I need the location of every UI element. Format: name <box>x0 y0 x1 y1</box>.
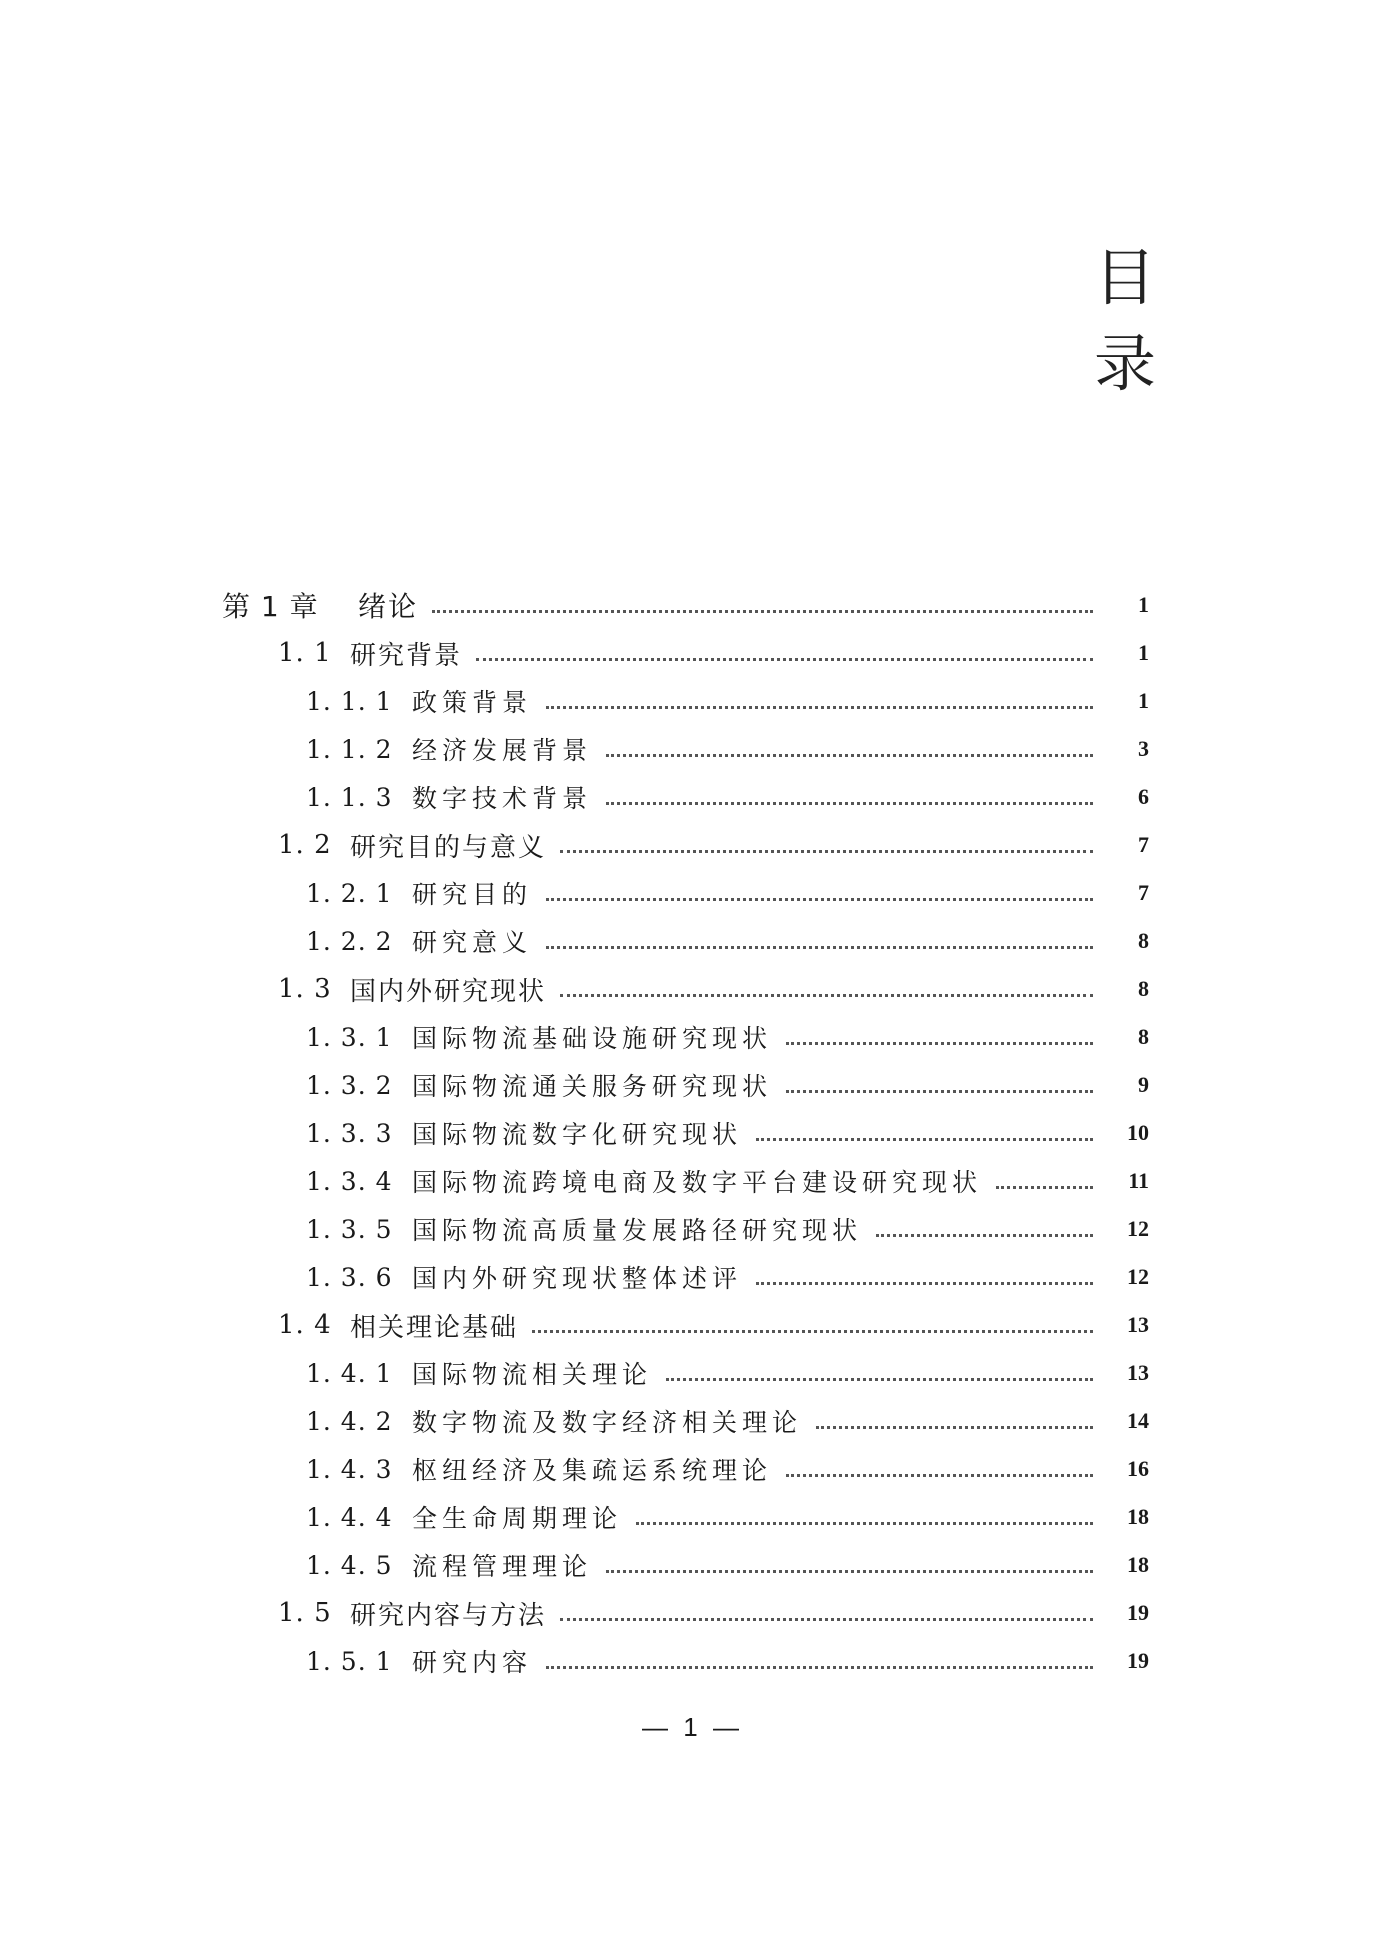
page-title-char-2: 录 <box>1093 327 1156 400</box>
page-title-char-1: 目 <box>1093 241 1156 314</box>
toc-entry-number: 1. 2. 2 <box>306 926 393 956</box>
toc-entry-title: 国际物流通关服务研究现状 <box>412 1072 773 1101</box>
toc-subsection-entry[interactable] <box>306 1641 1149 1681</box>
toc-entry-page-number: 12 <box>1127 1264 1149 1289</box>
toc-leader-dots <box>606 1570 1093 1573</box>
toc-subsection-entry[interactable] <box>306 1497 1149 1537</box>
toc-entry-number: 1. 4. 2 <box>306 1406 393 1436</box>
toc-entry-page-number: 1 <box>1138 688 1149 713</box>
toc-entry-number: 1. 5 <box>278 1598 332 1628</box>
toc-entry-page-number: 13 <box>1127 1312 1149 1337</box>
toc-entry-title: 研究内容 <box>412 1648 533 1677</box>
toc-entry-title: 数字技术背景 <box>412 784 593 813</box>
toc-entry-page-number: 10 <box>1127 1120 1149 1145</box>
toc-entry-number: 1. 3. 4 <box>306 1166 393 1196</box>
toc-subsection-entry[interactable] <box>306 1545 1149 1585</box>
toc-subsection-entry[interactable] <box>306 1065 1149 1105</box>
toc-entry-title: 国际物流高质量发展路径研究现状 <box>412 1216 863 1245</box>
toc-leader-dots <box>756 1138 1093 1141</box>
toc-entry-number: 1. 1. 3 <box>306 782 393 812</box>
toc-entry-number: 1. 3. 1 <box>306 1022 393 1052</box>
toc-entry-number: 1. 4. 4 <box>306 1502 393 1532</box>
toc-entry-page-number: 11 <box>1128 1168 1149 1193</box>
toc-entry-title: 数字物流及数字经济相关理论 <box>412 1408 803 1437</box>
toc-entry-title: 研究内容与方法 <box>350 1600 547 1631</box>
toc-entry-number: 1. 3. 6 <box>306 1262 393 1292</box>
toc-entry-title: 全生命周期理论 <box>412 1504 623 1533</box>
toc-entry-title: 研究背景 <box>350 640 463 671</box>
toc-entry-number: 1. 3 <box>278 974 332 1004</box>
toc-entry-number: 第 1 章 <box>222 590 319 623</box>
toc-leader-dots <box>432 610 1093 613</box>
toc-entry-title: 国际物流数字化研究现状 <box>412 1120 743 1149</box>
toc-leader-dots <box>546 706 1093 709</box>
toc-entry-page-number: 12 <box>1127 1216 1149 1241</box>
toc-entry-number: 1. 1. 2 <box>306 734 393 764</box>
toc-leader-dots <box>546 1666 1093 1669</box>
toc-leader-dots <box>560 850 1093 853</box>
toc-entry-title: 枢纽经济及集疏运系统理论 <box>412 1456 773 1485</box>
toc-section-entry[interactable] <box>278 825 1149 865</box>
toc-leader-dots <box>546 898 1093 901</box>
toc-leader-dots <box>786 1042 1093 1045</box>
toc-entry-page-number: 19 <box>1127 1648 1149 1673</box>
toc-entry-number: 1. 2. 1 <box>306 878 393 908</box>
toc-entry-number: 1. 1 <box>278 638 332 668</box>
page-title <box>1085 235 1165 407</box>
toc-entry-page-number: 1 <box>1138 640 1149 665</box>
toc-entry-page-number: 14 <box>1127 1408 1149 1433</box>
toc-entry-title: 国内外研究现状整体述评 <box>412 1264 743 1293</box>
toc-entry-number: 1. 3. 2 <box>306 1070 393 1100</box>
toc-entry-number: 1. 4. 5 <box>306 1550 393 1580</box>
toc-leader-dots <box>756 1282 1093 1285</box>
toc-entry-page-number: 16 <box>1127 1456 1149 1481</box>
toc-entry-number: 1. 3. 3 <box>306 1118 393 1148</box>
toc-entry-page-number: 18 <box>1127 1504 1149 1529</box>
toc-subsection-entry[interactable] <box>306 681 1149 721</box>
toc-entry-title: 国际物流跨境电商及数字平台建设研究现状 <box>412 1168 983 1197</box>
toc-subsection-entry[interactable] <box>306 1449 1149 1489</box>
toc-section-entry[interactable] <box>278 969 1149 1009</box>
toc-entry-title: 绪论 <box>358 590 419 623</box>
toc-entry-number: 1. 5. 1 <box>306 1646 393 1676</box>
toc-leader-dots <box>996 1186 1093 1189</box>
toc-subsection-entry[interactable] <box>306 1353 1149 1393</box>
page-number: — 1 — <box>642 1712 743 1742</box>
toc-entry-page-number: 6 <box>1138 784 1149 809</box>
toc-entry-number: 1. 4. 1 <box>306 1358 393 1388</box>
toc-leader-dots <box>786 1090 1093 1093</box>
toc-entry-page-number: 8 <box>1138 1024 1149 1049</box>
toc-subsection-entry[interactable] <box>306 1161 1149 1201</box>
toc-subsection-entry[interactable] <box>306 921 1149 961</box>
toc-section-entry[interactable] <box>278 633 1149 673</box>
toc-entry-title: 流程管理理论 <box>412 1552 593 1581</box>
toc-subsection-entry[interactable] <box>306 729 1149 769</box>
toc-entry-title: 经济发展背景 <box>412 736 593 765</box>
toc-leader-dots <box>636 1522 1093 1525</box>
toc-leader-dots <box>876 1234 1093 1237</box>
toc-section-entry[interactable] <box>278 1593 1149 1633</box>
toc-entry-title: 国际物流相关理论 <box>412 1360 653 1389</box>
toc-entry-page-number: 13 <box>1127 1360 1149 1385</box>
toc-leader-dots <box>606 802 1093 805</box>
toc-entry-title: 国际物流基础设施研究现状 <box>412 1024 773 1053</box>
toc-leader-dots <box>606 754 1093 757</box>
toc-entry-page-number: 1 <box>1138 592 1149 617</box>
toc-entry-number: 1. 2 <box>278 830 332 860</box>
toc-entry-number: 1. 3. 5 <box>306 1214 393 1244</box>
toc-entry-page-number: 7 <box>1138 880 1149 905</box>
toc-leader-dots <box>560 1618 1093 1621</box>
toc-subsection-entry[interactable] <box>306 1113 1149 1153</box>
toc-leader-dots <box>816 1426 1093 1429</box>
toc-leader-dots <box>532 1330 1093 1333</box>
toc-subsection-entry[interactable] <box>306 873 1149 913</box>
toc-entry-title: 研究目的与意义 <box>350 832 547 863</box>
toc-entry-title: 研究目的 <box>412 880 533 909</box>
toc-entry-page-number: 18 <box>1127 1552 1149 1577</box>
toc-leader-dots <box>560 994 1093 997</box>
toc-entry-number: 1. 1. 1 <box>306 686 393 716</box>
toc-subsection-entry[interactable] <box>306 1257 1149 1297</box>
toc-subsection-entry[interactable] <box>306 1017 1149 1057</box>
toc-leader-dots <box>546 946 1093 949</box>
toc-subsection-entry[interactable] <box>306 1401 1149 1441</box>
toc-entry-page-number: 8 <box>1138 928 1149 953</box>
toc-chapter-entry[interactable] <box>222 585 1149 625</box>
toc-section-entry[interactable] <box>278 1305 1149 1345</box>
toc-entry-page-number: 7 <box>1138 832 1149 857</box>
toc-subsection-entry[interactable] <box>306 1209 1149 1249</box>
toc-entry-title: 研究意义 <box>412 928 533 957</box>
toc-entry-page-number: 3 <box>1138 736 1149 761</box>
toc-entry-title: 政策背景 <box>412 688 533 717</box>
toc-entry-number: 1. 4 <box>278 1310 332 1340</box>
toc-leader-dots <box>476 658 1093 661</box>
toc-leader-dots <box>786 1474 1093 1477</box>
toc-leader-dots <box>666 1378 1093 1381</box>
toc-entry-page-number: 8 <box>1138 976 1149 1001</box>
toc-entry-number: 1. 4. 3 <box>306 1454 393 1484</box>
toc-entry-page-number: 9 <box>1138 1072 1149 1097</box>
toc-entry-title: 国内外研究现状 <box>350 976 547 1007</box>
toc-entry-title: 相关理论基础 <box>350 1312 519 1343</box>
toc-entry-page-number: 19 <box>1127 1600 1149 1625</box>
toc-subsection-entry[interactable] <box>306 777 1149 817</box>
